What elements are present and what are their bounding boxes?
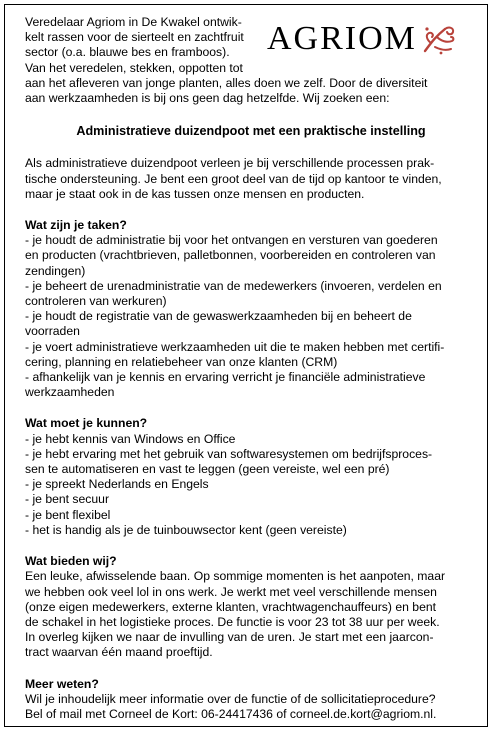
offer-title: Wat bieden wij? bbox=[25, 554, 117, 569]
intro-full-width bbox=[25, 76, 477, 106]
intro-line: sector (o.a. blauwe bes en framboos). bbox=[25, 45, 230, 60]
list-item: - je bent secuur bbox=[25, 492, 110, 507]
intro-line: Van het veredelen, stekken, oppotten tot bbox=[25, 60, 243, 75]
intro-beside-logo bbox=[25, 15, 275, 76]
list-item: - je beheert de urenadministratie van de medewerkers (invoeren, verdelen en bbox=[25, 278, 442, 293]
intro-line: Veredelaar Agriom in De Kwakel ontwik- bbox=[25, 15, 242, 29]
summary-line: maar je staat ook in de kas tussen onze mensen en producten. bbox=[25, 186, 365, 201]
intro-line: aan het afleveren van jonge planten, alles doen we zelf. Door de diversiteit bbox=[25, 75, 428, 90]
list-item: sen te automatiseren en vast te leggen (geen vereiste, wel een pré) bbox=[25, 462, 390, 477]
job-ad-frame bbox=[4, 4, 488, 727]
skills-title: Wat moet je kunnen? bbox=[25, 416, 148, 431]
summary-line: tische ondersteuning. Je bent een groot deel van de tijd op kantoor te vinden, bbox=[25, 171, 442, 186]
skills-list bbox=[25, 432, 477, 538]
list-item: - je houdt de administratie bij voor het ontvangen en versturen van goederen bbox=[25, 233, 438, 248]
summary-line: Als administratieve duizendpoot verleen je bij verschillende processen prak- bbox=[25, 156, 435, 171]
list-item: - je bent flexibel bbox=[25, 507, 111, 522]
list-item: - afhankelijk van je kennis en ervaring verricht je financiële administratieve bbox=[25, 370, 426, 385]
list-item: - je hebt ervaring met het gebruik van softwaresystemen om bedrijfsproces- bbox=[25, 446, 433, 461]
list-item: zendingen) bbox=[25, 263, 86, 278]
tasks-list bbox=[25, 233, 477, 400]
summary-paragraph bbox=[25, 156, 477, 202]
list-item: - je voert administratieve werkzaamheden uit die te maken hebben met certifi- bbox=[25, 339, 445, 354]
offer-line: In overleg kijken we naar de invulling van de uren. Je start met een jaarcon- bbox=[25, 630, 434, 645]
offer-line: de schakel in het logistieke proces. De functie is voor 23 tot 38 uur per week. bbox=[25, 614, 440, 629]
list-item: - je hebt kennis van Windows en Office bbox=[25, 431, 236, 446]
job-headline: Administratieve duizendpoot met een praktische instelling bbox=[76, 124, 426, 139]
list-item: - je houdt de registratie van de gewaswerkzaamheden bij en beheert de bbox=[25, 309, 412, 324]
list-item: en producten (vrachtbrieven, palletbonnen, voorbereiden en controleren van bbox=[25, 248, 436, 263]
contact-line: Wil je inhoudelijk meer informatie over de functie of de sollicitatieprocedure? bbox=[25, 691, 436, 706]
intro-line: aan werkzaamheden is bij ons geen dag hetzelfde. Wij zoeken een: bbox=[25, 91, 390, 106]
contact-line: Bel of mail met Corneel de Kort: 06-24417436 of corneel.de.kort@agriom.nl. bbox=[25, 706, 437, 721]
list-item: - je spreekt Nederlands en Engels bbox=[25, 477, 209, 492]
list-item: controleren van werkuren) bbox=[25, 294, 167, 309]
list-item: - het is handig als je de tuinbouwsector kent (geen vereiste) bbox=[25, 522, 347, 537]
offer-line: (onze eigen medewerkers, externe klanten, vrachtwagenchauffeurs) en bent bbox=[25, 599, 437, 614]
tasks-title: Wat zijn je taken? bbox=[25, 218, 127, 233]
offer-line: Een leuke, afwisselende baan. Op sommige momenten is het aanpoten, maar bbox=[25, 569, 446, 584]
offer-line: we hebben ook veel lol in ons werk. Je werkt met veel verschillende mensen bbox=[25, 584, 437, 599]
list-item: werkzaamheden bbox=[25, 385, 115, 400]
logo-text: AGRIOM bbox=[267, 20, 417, 57]
list-item: voorraden bbox=[25, 324, 80, 339]
ad-content bbox=[25, 15, 477, 722]
intro-line: kelt rassen voor de sierteelt en zachtfruit bbox=[25, 30, 244, 45]
contact-paragraph bbox=[25, 692, 477, 722]
more-info-title: Meer weten? bbox=[25, 676, 99, 691]
offer-line: tract waarvan één maand proeftijd. bbox=[25, 645, 213, 660]
list-item: cering, planning en relatiebeheer van onze klanten (CRM) bbox=[25, 354, 338, 369]
offer-paragraph bbox=[25, 569, 477, 660]
